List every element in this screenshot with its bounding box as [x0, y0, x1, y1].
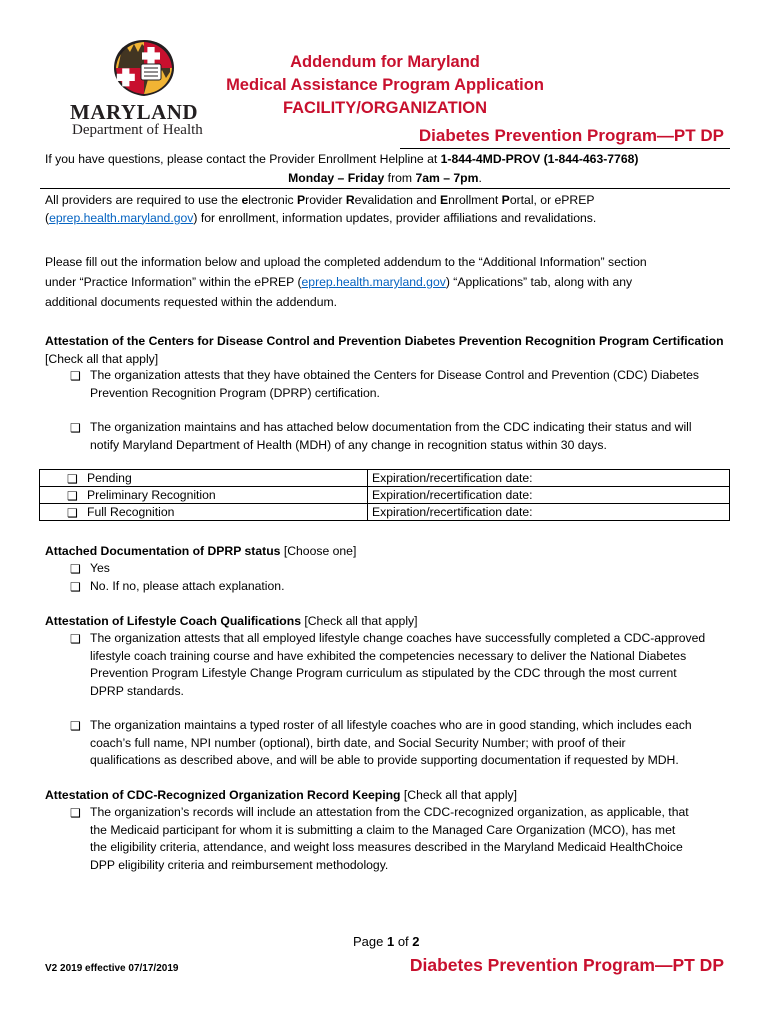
maryland-flag-emblem-icon	[104, 38, 184, 100]
header-title-line2: Medical Assistance Program Application	[226, 76, 544, 94]
checkbox-icon[interactable]: ❑	[70, 719, 81, 733]
checkbox-icon[interactable]: ❑	[70, 421, 81, 435]
dprp-option-yes[interactable]: ❑ Yes	[70, 560, 730, 578]
status-preliminary[interactable]: ❑ Preliminary Recognition	[40, 487, 368, 504]
checkbox-icon[interactable]: ❑	[70, 632, 81, 646]
coach-item-1[interactable]: ❑ The organization attests that all employed lifestyle change coaches have successfully completed a CDC-approved lifestyle coach training course and have exhibited the competencies necessary to deliver the National Diabetes Prevention Program Lifestyle Change Program curriculum as stipulated by the CDC through the most current DPRP standards.	[70, 631, 706, 698]
footer-version: V2 2019 effective 07/17/2019	[45, 963, 179, 974]
header-rule	[400, 148, 730, 149]
table-row	[40, 470, 730, 487]
helpline-hours	[0, 170, 770, 187]
record-item-1[interactable]: ❑ The organization’s records will include an attestation from the CDC-recognized organization, as applicable, that the Medicaid participant for whom it is submitting a claim to the Managed Care Organization (MCO), has met the eligibility criteria, attendance, and weight loss measures described in the Maryland Medicaid HealthChoice DPP eligibility criteria and reimbursement methodology.	[70, 805, 689, 872]
helpline-number: 1-844-4MD-PROV (1-844-463-7768)	[440, 152, 639, 166]
cdc-item-1[interactable]: ❑ The organization attests that they have obtained the Centers for Disease Control and Prevention (CDC) Diabetes Prevention Recognition Program (DPRP) certification.	[70, 368, 700, 400]
table-row	[40, 487, 730, 504]
expiration-date-field[interactable]: Expiration/recertification date:	[368, 470, 730, 487]
checkbox-icon[interactable]: ❑	[70, 369, 81, 383]
record-section-title: Attestation of CDC-Recognized Organization Record Keeping [Check all that apply]	[45, 788, 518, 802]
dprp-section-title: Attached Documentation of DPRP status [Choose one]	[45, 544, 357, 558]
checkbox-icon[interactable]: ❑	[70, 806, 81, 820]
table-row	[40, 504, 730, 521]
eprep-link-1[interactable]: eprep.health.maryland.gov	[49, 210, 194, 225]
checkbox-icon[interactable]: ❑	[70, 580, 81, 594]
coach-section-title: Attestation of Lifestyle Coach Qualifications [Check all that apply]	[45, 614, 418, 628]
helpline-time: 7am – 7pm	[415, 171, 479, 185]
expiration-date-field[interactable]: Expiration/recertification date:	[368, 504, 730, 521]
logo-maryland-text: MARYLAND	[70, 100, 199, 124]
checkbox-icon[interactable]: ❑	[70, 562, 81, 576]
status-full[interactable]: ❑ Full Recognition	[40, 504, 368, 521]
status-pending[interactable]: ❑ Pending	[40, 470, 368, 487]
expiration-date-field[interactable]: Expiration/recertification date:	[368, 487, 730, 504]
eprep-link-2[interactable]: eprep.health.maryland.gov	[301, 275, 446, 289]
checkbox-icon[interactable]: ❑	[67, 472, 78, 486]
footer-program: Diabetes Prevention Program—PT DP	[409, 955, 724, 975]
helpline-lead: If you have questions, please contact the Provider Enrollment Helpline at	[45, 152, 441, 166]
checkbox-icon[interactable]: ❑	[67, 506, 78, 520]
coach-item-2[interactable]: ❑ The organization maintains a typed roster of all lifestyle coaches who are in good standing, which includes each coach’s full name, NPI number (optional), birth date, and Social Security Number; with proof of their qualifications as described above, and will be able to provide supporting documentation if requested by MDH.	[70, 718, 692, 767]
intro-paragraph-2: Please fill out the information below and upload the completed addendum to the “Additional Information” section under “Practice Information” within the ePREP (eprep.health.maryland.gov) “Applications” tab, along with any additional documents requested within the addendum.	[45, 255, 647, 309]
helpline-text	[45, 151, 730, 169]
cdc-item-2[interactable]: ❑ The organization maintains and has attached below documentation from the CDC indicating their status and will notify Maryland Department of Health (MDH) of any change in recognition status within 30 days.	[70, 420, 692, 452]
intro-paragraph-1: All providers are required to use the electronic Provider Revalidation and Enrollment Portal, or ePREP (eprep.health.maryland.gov) for enrollment, information updates, provider affiliations and revalidations.	[45, 193, 597, 225]
header-title-line1: Addendum for Maryland	[290, 53, 480, 71]
dprp-option-no[interactable]: ❑ No. If no, please attach explanation.	[70, 578, 730, 596]
logo-department-text: Department of Health	[72, 122, 203, 138]
cdc-section-title: Attestation of the Centers for Disease Control and Prevention Diabetes Prevention Recognition Program Certification [Check all that apply]	[45, 334, 724, 366]
helpline-days: Monday – Friday	[288, 171, 385, 185]
page-number: Page 1 of 2	[353, 934, 420, 949]
checkbox-icon[interactable]: ❑	[67, 489, 78, 503]
recognition-status-table	[39, 469, 730, 521]
helpline-period: .	[478, 171, 482, 185]
cdc-section-instruction: [Check all that apply]	[45, 351, 159, 366]
header-subtitle: Diabetes Prevention Program—PT DP	[418, 126, 724, 145]
header-title-line3: FACILITY/ORGANIZATION	[282, 99, 488, 117]
helpline-from: from	[384, 171, 416, 185]
helpline-rule	[40, 188, 730, 189]
